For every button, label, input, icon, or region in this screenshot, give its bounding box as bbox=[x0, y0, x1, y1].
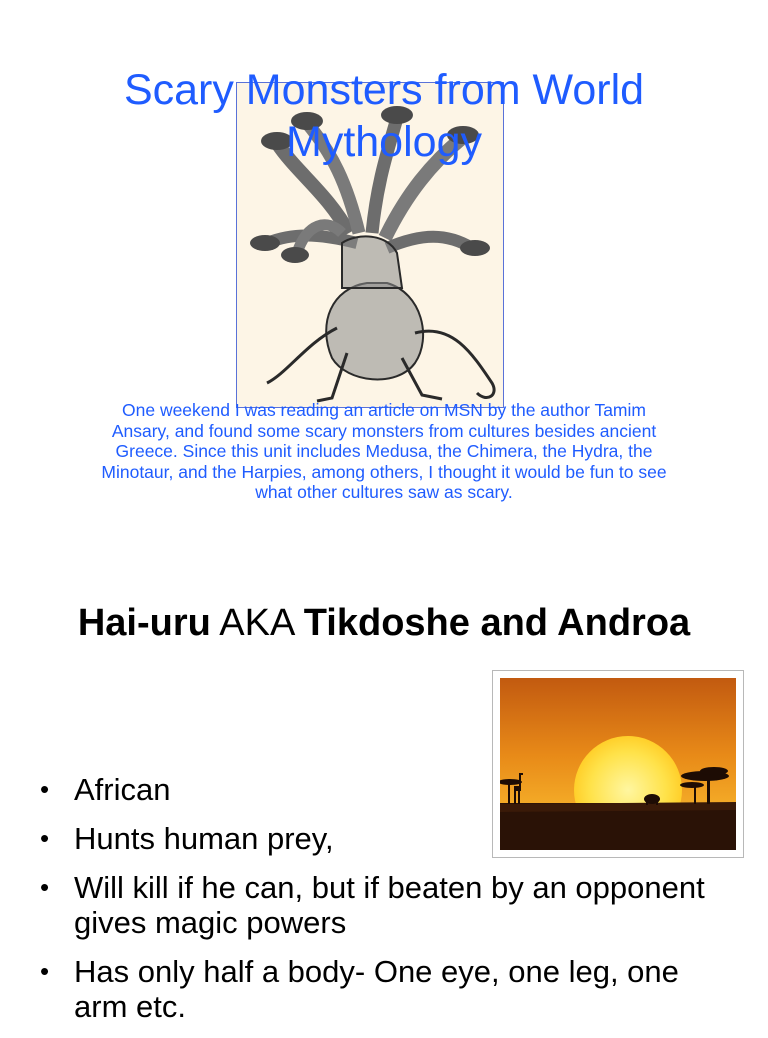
slide-1-title: Scary Monsters from World Mythology bbox=[123, 66, 645, 166]
list-item-text: Will kill if he can, but if beaten by an opponent gives magic powers bbox=[74, 870, 705, 940]
bullet-icon: • bbox=[40, 872, 50, 902]
list-item-text: Has only half a body- One eye, one leg, one arm etc. bbox=[74, 954, 679, 1024]
title-aka: AKA bbox=[210, 602, 304, 644]
slide-1-intro-text: One weekend I was reading an article on MSN by the author Tamim Ansary, and found some scary monsters from cultures besides ancient Greece. Since this unit includes Medusa, the Chimera, the Hydra, the Minotaur, and the Harpies, among others, I thought it would be fun to see what other cultures saw as scary. bbox=[101, 400, 667, 502]
monster-facts-list bbox=[40, 772, 740, 1038]
list-item bbox=[40, 954, 740, 1024]
title-alt-names: Tikdoshe and Androa bbox=[303, 602, 691, 644]
bullet-icon: • bbox=[40, 774, 50, 804]
list-item bbox=[40, 821, 740, 856]
list-item-text: Hunts human prey, bbox=[74, 821, 334, 856]
list-item bbox=[40, 870, 740, 940]
list-item-text: African bbox=[74, 772, 171, 807]
bullet-icon: • bbox=[40, 956, 50, 986]
slide-2-title bbox=[60, 600, 708, 647]
title-name-hai-uru: Hai-uru bbox=[77, 602, 211, 644]
list-item bbox=[40, 772, 740, 807]
bullet-icon: • bbox=[40, 823, 50, 853]
